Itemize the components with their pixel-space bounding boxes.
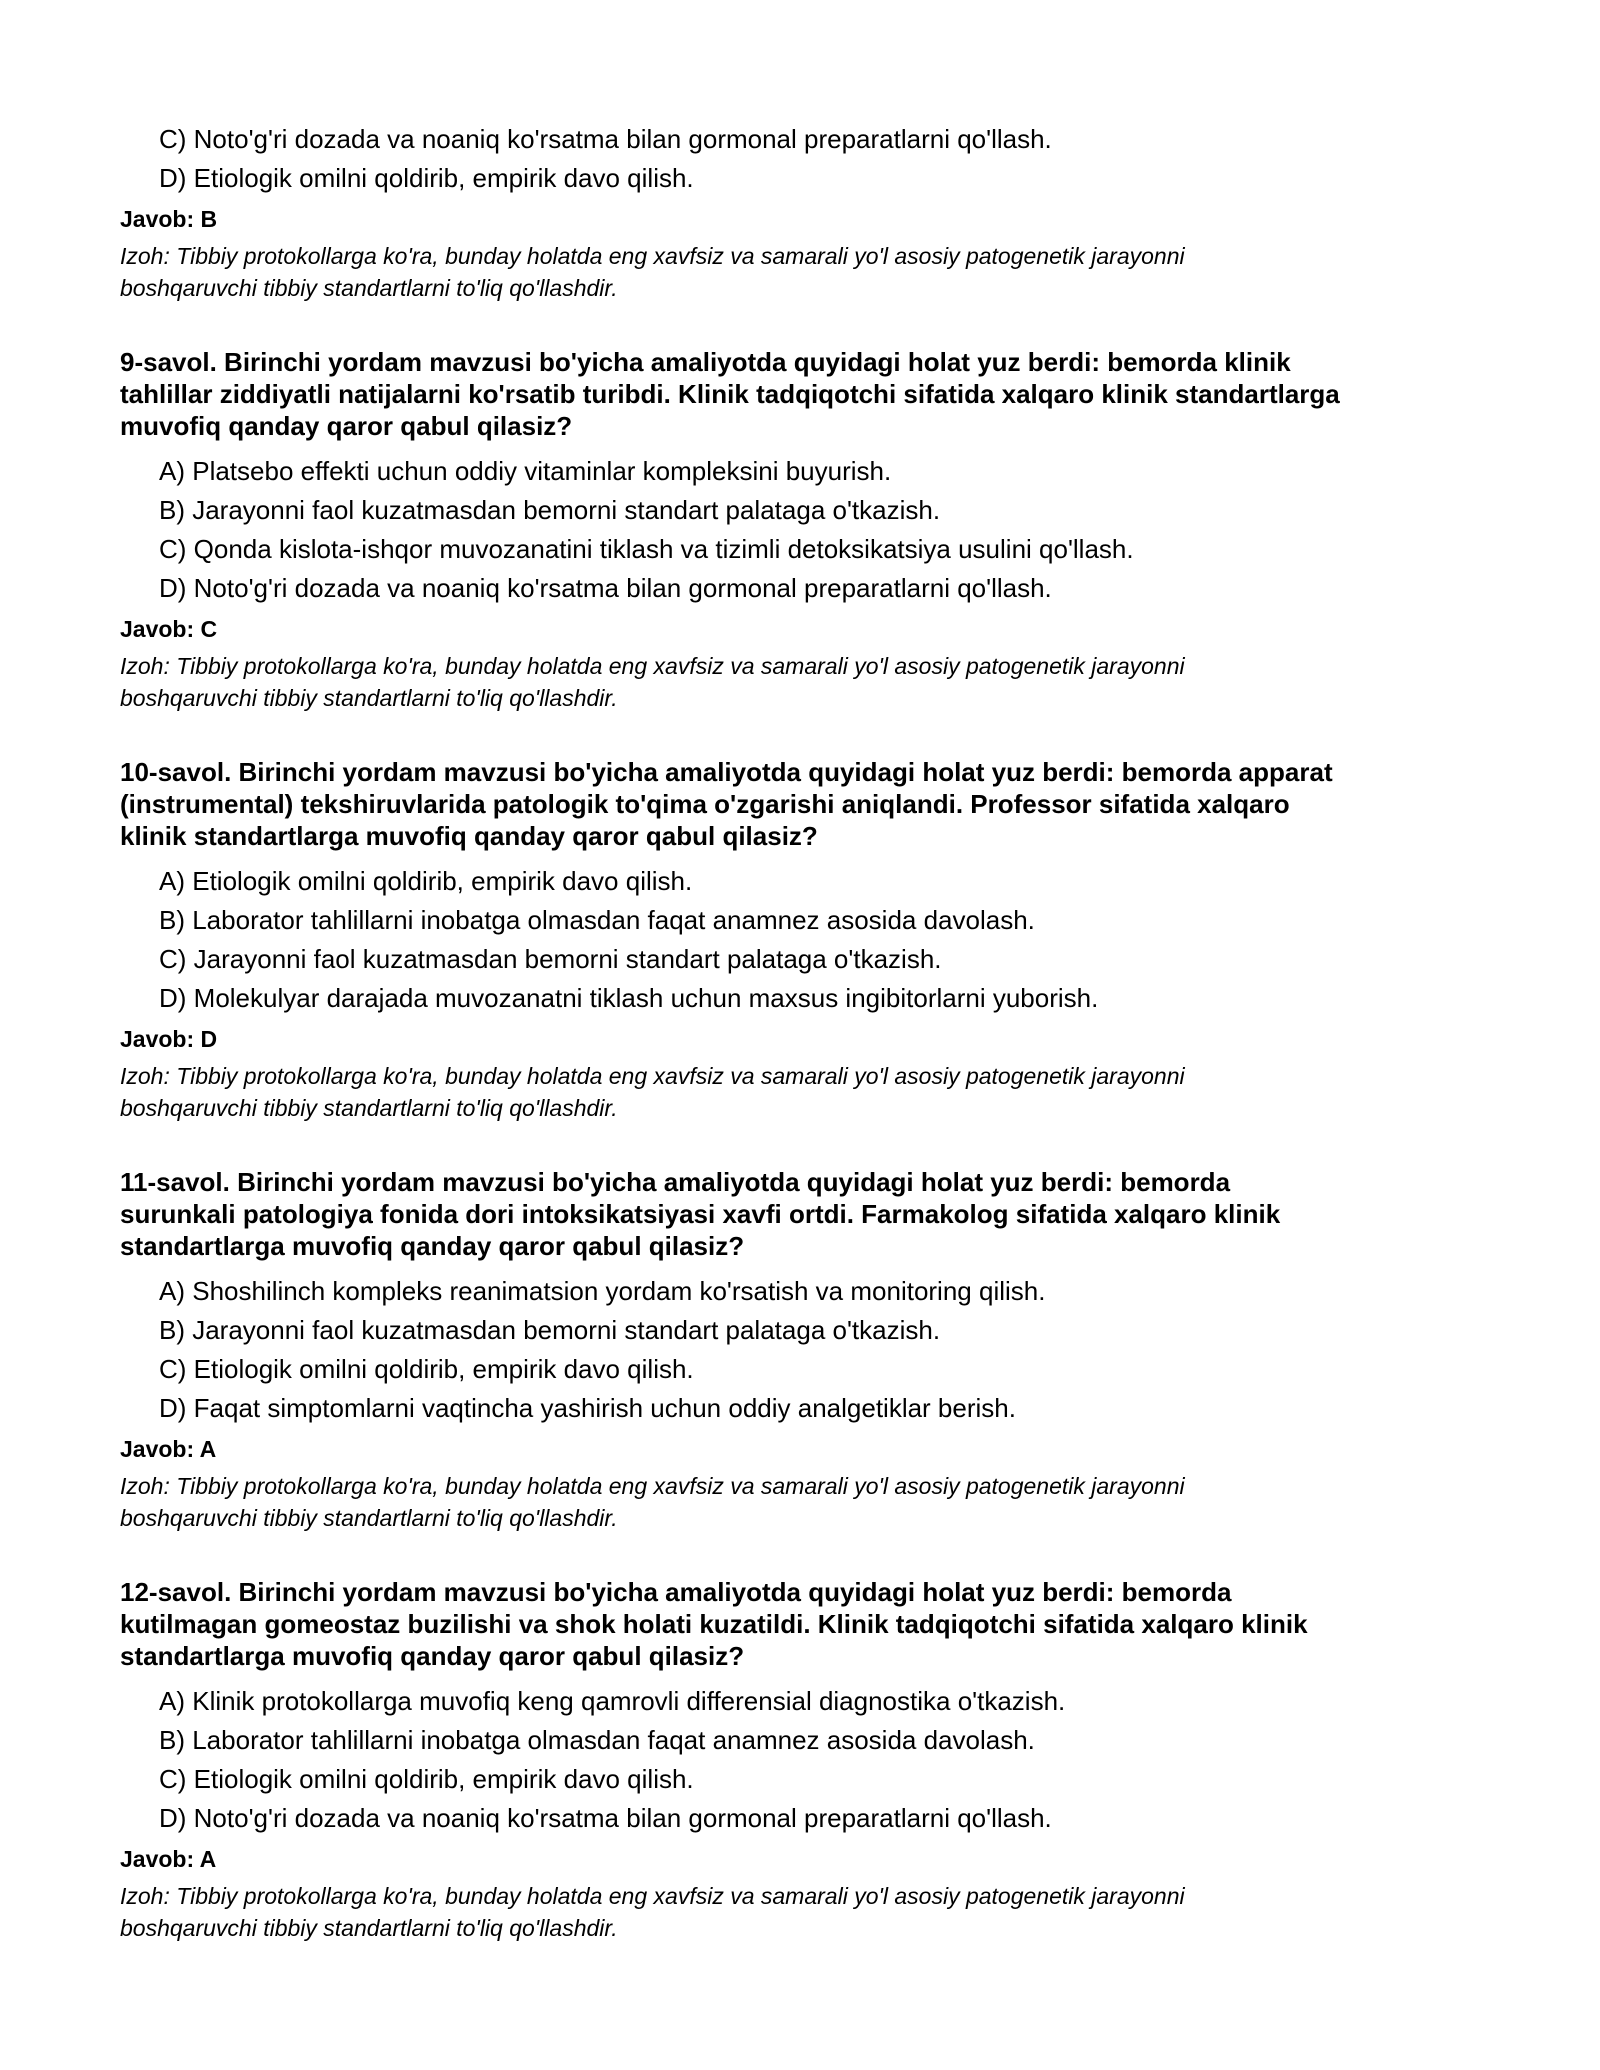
explanation-line: boshqaruvchi tibbiy standartlarni to'liq qo'llashdir. <box>120 275 618 301</box>
option-c: C) Etiologik omilni qoldirib, empirik davo qilish. <box>159 1354 694 1384</box>
question-title <box>120 346 1480 442</box>
option-a: A) Platsebo effekti uchun oddiy vitaminlar kompleksini buyurish. <box>159 456 892 486</box>
option-b: B) Jarayonni faol kuzatmasdan bemorni standart palataga o'tkazish. <box>159 1315 941 1345</box>
explanation-line: boshqaruvchi tibbiy standartlarni to'liq qo'llashdir. <box>120 1915 618 1941</box>
answer-label: Javob: B <box>120 206 218 232</box>
explanation-line: Izoh: Tibbiy protokollarga ko'ra, bunday holatda eng xavfsiz va samarali yo'l asosiy patogenetik jarayonni <box>120 1883 1185 1909</box>
question-title <box>120 1576 1480 1672</box>
option-list <box>120 1272 1480 1428</box>
question-9 <box>120 346 1480 714</box>
answer-label: Javob: C <box>120 616 218 642</box>
option-d: D) Etiologik omilni qoldirib, empirik davo qilish. <box>159 163 694 193</box>
explanation-line: Izoh: Tibbiy protokollarga ko'ra, bunday holatda eng xavfsiz va samarali yo'l asosiy patogenetik jarayonni <box>120 1473 1185 1499</box>
explanation-line: boshqaruvchi tibbiy standartlarni to'liq qo'llashdir. <box>120 1095 618 1121</box>
question-title-line: standartlarga muvofiq qanday qaror qabul qilasiz? <box>120 1231 745 1261</box>
explanation-line: Izoh: Tibbiy protokollarga ko'ra, bunday holatda eng xavfsiz va samarali yo'l asosiy patogenetik jarayonni <box>120 653 1185 679</box>
explanation-note <box>120 240 1480 304</box>
question-title-line: 12-savol. Birinchi yordam mavzusi bo'yicha amaliyotda quyidagi holat yuz berdi: bemorda <box>120 1577 1232 1607</box>
option-list <box>120 1682 1480 1838</box>
option-d: D) Noto'g'ri dozada va noaniq ko'rsatma bilan gormonal preparatlarni qo'llash. <box>159 1803 1052 1833</box>
option-b: B) Laborator tahlillarni inobatga olmasdan faqat anamnez asosida davolash. <box>159 905 1035 935</box>
option-a: A) Klinik protokollarga muvofiq keng qamrovli differensial diagnostika o'tkazish. <box>159 1686 1066 1716</box>
option-list <box>120 862 1480 1018</box>
option-b: B) Jarayonni faol kuzatmasdan bemorni standart palataga o'tkazish. <box>159 495 941 525</box>
option-b: B) Laborator tahlillarni inobatga olmasdan faqat anamnez asosida davolash. <box>159 1725 1035 1755</box>
answer-label: Javob: D <box>120 1026 218 1052</box>
question-8-continuation <box>120 120 1480 304</box>
explanation-line: boshqaruvchi tibbiy standartlarni to'liq qo'llashdir. <box>120 1505 618 1531</box>
explanation-line: boshqaruvchi tibbiy standartlarni to'liq qo'llashdir. <box>120 685 618 711</box>
question-10 <box>120 756 1480 1124</box>
question-11 <box>120 1166 1480 1534</box>
explanation-note <box>120 650 1480 714</box>
explanation-note <box>120 1060 1480 1124</box>
question-title-line: muvofiq qanday qaror qabul qilasiz? <box>120 411 573 441</box>
explanation-note <box>120 1470 1480 1534</box>
option-a: A) Etiologik omilni qoldirib, empirik davo qilish. <box>159 866 693 896</box>
question-title <box>120 1166 1480 1262</box>
question-title-line: 9-savol. Birinchi yordam mavzusi bo'yicha amaliyotda quyidagi holat yuz berdi: bemorda klinik <box>120 347 1291 377</box>
option-c: C) Etiologik omilni qoldirib, empirik davo qilish. <box>159 1764 694 1794</box>
question-title-line: (instrumental) tekshiruvlarida patologik to'qima o'zgarishi aniqlandi. Professor sifatida xalqaro <box>120 789 1290 819</box>
option-a: A) Shoshilinch kompleks reanimatsion yordam ko'rsatish va monitoring qilish. <box>159 1276 1046 1306</box>
explanation-line: Izoh: Tibbiy protokollarga ko'ra, bunday holatda eng xavfsiz va samarali yo'l asosiy patogenetik jarayonni <box>120 1063 1185 1089</box>
option-c: C) Noto'g'ri dozada va noaniq ko'rsatma bilan gormonal preparatlarni qo'llash. <box>159 124 1052 154</box>
answer-label: Javob: A <box>120 1436 217 1462</box>
answer-label: Javob: A <box>120 1846 217 1872</box>
option-d: D) Molekulyar darajada muvozanatni tiklash uchun maxsus ingibitorlarni yuborish. <box>159 983 1099 1013</box>
option-d: D) Faqat simptomlarni vaqtincha yashirish uchun oddiy analgetiklar berish. <box>159 1393 1016 1423</box>
question-title-line: surunkali patologiya fonida dori intoksikatsiyasi xavfi ortdi. Farmakolog sifatida xalqaro klinik <box>120 1199 1281 1229</box>
question-title-line: 10-savol. Birinchi yordam mavzusi bo'yicha amaliyotda quyidagi holat yuz berdi: bemorda apparat <box>120 757 1333 787</box>
question-12 <box>120 1576 1480 1944</box>
option-d: D) Noto'g'ri dozada va noaniq ko'rsatma bilan gormonal preparatlarni qo'llash. <box>159 573 1052 603</box>
question-title-line: klinik standartlarga muvofiq qanday qaror qabul qilasiz? <box>120 821 818 851</box>
question-title-line: 11-savol. Birinchi yordam mavzusi bo'yicha amaliyotda quyidagi holat yuz berdi: bemorda <box>120 1167 1231 1197</box>
option-list <box>120 120 1480 198</box>
question-title-line: kutilmagan gomeostaz buzilishi va shok holati kuzatildi. Klinik tadqiqotchi sifatida xalqaro klinik <box>120 1609 1308 1639</box>
explanation-note <box>120 1880 1480 1944</box>
option-c: C) Jarayonni faol kuzatmasdan bemorni standart palataga o'tkazish. <box>159 944 942 974</box>
option-list <box>120 452 1480 608</box>
option-c: C) Qonda kislota-ishqor muvozanatini tiklash va tizimli detoksikatsiya usulini qo'llash. <box>159 534 1134 564</box>
question-title-line: tahlillar ziddiyatli natijalarni ko'rsatib turibdi. Klinik tadqiqotchi sifatida xalqaro klinik standartlarga <box>120 379 1340 409</box>
explanation-line: Izoh: Tibbiy protokollarga ko'ra, bunday holatda eng xavfsiz va samarali yo'l asosiy patogenetik jarayonni <box>120 243 1185 269</box>
question-title <box>120 756 1480 852</box>
document-page <box>120 120 1480 1944</box>
question-title-line: standartlarga muvofiq qanday qaror qabul qilasiz? <box>120 1641 745 1671</box>
